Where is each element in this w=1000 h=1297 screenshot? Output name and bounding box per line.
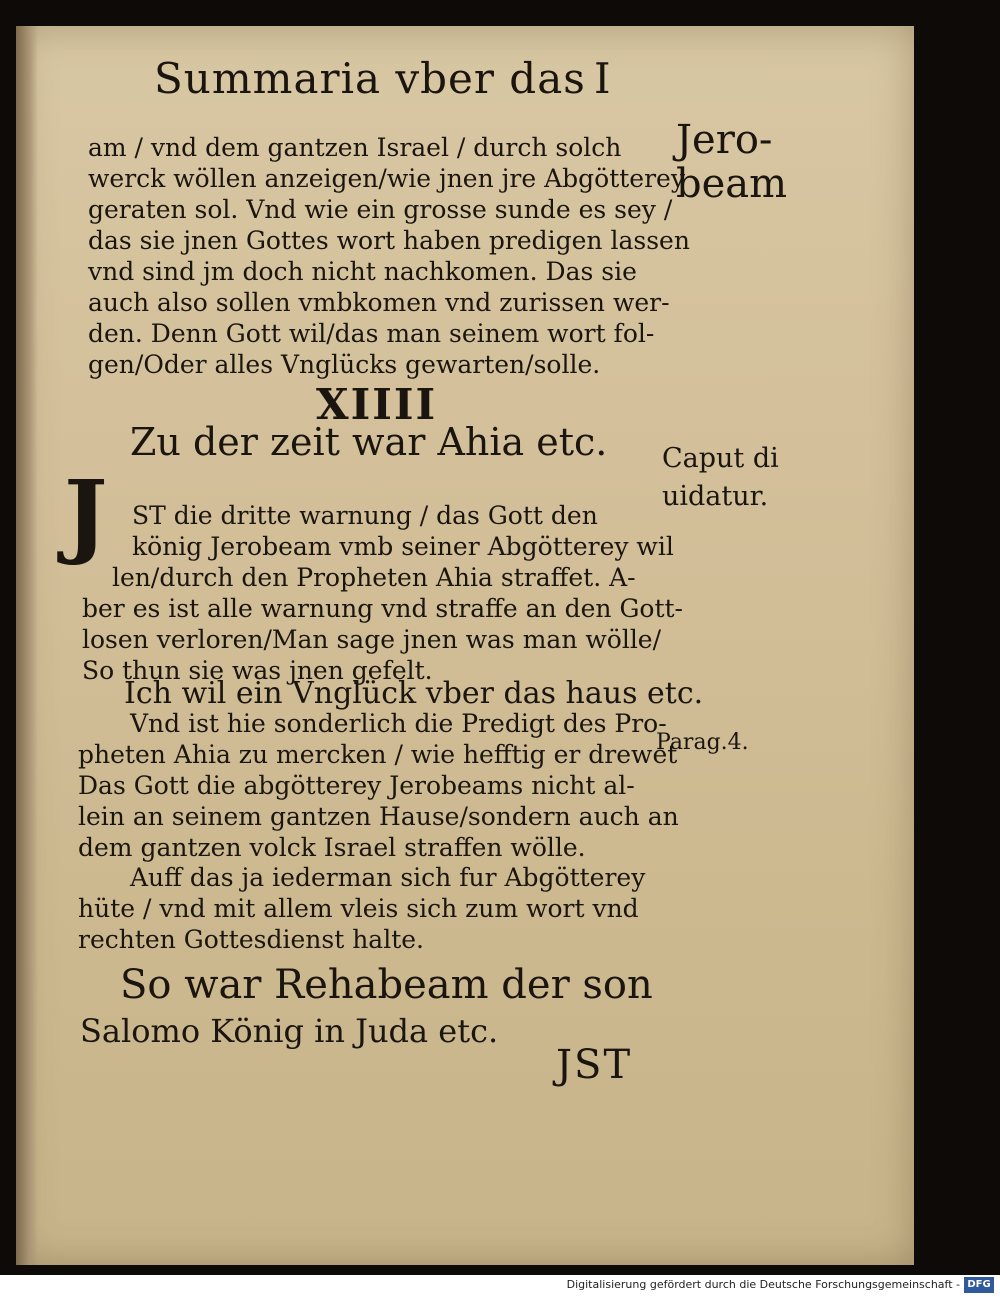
section-heading-rehabeam bbox=[80, 962, 653, 1054]
paragraph-warning bbox=[82, 500, 722, 686]
margin-note-line: uidatur. bbox=[662, 481, 769, 512]
footer-credit: Digitalisierung gefördert durch die Deutsche Forschungsgemeinschaft - bbox=[566, 1278, 960, 1291]
text-line: lein an seinem gantzen Hause/sondern auch an bbox=[78, 802, 679, 831]
text-line: Das Gott die abgötterey Jerobeams nicht al- bbox=[78, 771, 635, 800]
folio-number: I bbox=[594, 54, 612, 103]
text-line: Auff das ja iederman sich fur Abgötterey bbox=[130, 863, 646, 892]
text-line: auch also sollen vmbkomen vnd zurissen wer- bbox=[88, 288, 670, 317]
text-line: len/durch den Propheten Ahia straffet. A- bbox=[112, 563, 636, 592]
sub-heading: Ich wil ein Vnglück vber das haus etc. bbox=[124, 676, 704, 711]
text-line: am / vnd dem gantzen Israel / durch solch bbox=[88, 133, 622, 162]
text-line: rechten Gottesdienst halte. bbox=[78, 925, 424, 954]
margin-note-paralip: Parag.4. bbox=[656, 730, 749, 755]
text-line: den. Denn Gott wil/das man seinem wort fol- bbox=[88, 319, 655, 348]
heading-line: So war Rehabeam der son bbox=[120, 962, 653, 1008]
page-gutter bbox=[16, 26, 38, 1265]
text-line: vnd sind jm doch nicht nachkomen. Das sie bbox=[88, 257, 637, 286]
text-line: ST die dritte warnung / das Gott den bbox=[132, 501, 598, 530]
heading-line: Salomo König in Juda etc. bbox=[80, 1012, 499, 1050]
running-head bbox=[154, 54, 624, 114]
text-line: Vnd ist hie sonderlich die Predigt des Pro- bbox=[130, 709, 667, 738]
text-line: pheten Ahia zu mercken / wie hefftig er drewet bbox=[78, 740, 678, 769]
chapter-title: Zu der zeit war Ahia etc. bbox=[130, 420, 608, 464]
text-line: hüte / vnd mit allem vleis sich zum wort vnd bbox=[78, 894, 639, 923]
text-line: So thun sie was jnen gefelt. bbox=[82, 656, 433, 685]
paragraph-admonition bbox=[78, 862, 718, 955]
text-line: ber es ist alle warnung vnd straffe an den Gott- bbox=[82, 594, 684, 623]
paragraph-prophet bbox=[78, 708, 718, 863]
text-line: gen/Oder alles Vnglücks gewarten/solle. bbox=[88, 350, 601, 379]
footer-bar bbox=[0, 1275, 1000, 1297]
paragraph-summary bbox=[88, 132, 728, 380]
text-line: geraten sol. Vnd wie ein grosse sunde es sey / bbox=[88, 195, 673, 224]
catchword: JST bbox=[556, 1042, 633, 1088]
text-line: das sie jnen Gottes wort haben predigen lassen bbox=[88, 226, 690, 255]
margin-note-line: Caput di bbox=[662, 443, 779, 474]
text-line: könig Jerobeam vmb seiner Abgötterey wil bbox=[132, 532, 674, 561]
drop-capital: J bbox=[64, 460, 108, 568]
text-line: werck wöllen anzeigen/wie jnen jre Abgötterey bbox=[88, 164, 685, 193]
dfg-logo-icon[interactable]: DFG bbox=[964, 1277, 994, 1293]
margin-note-line: beam bbox=[676, 161, 788, 207]
text-line: losen verloren/Man sage jnen was man wölle/ bbox=[82, 625, 662, 654]
chapter-number: XIIII bbox=[316, 380, 438, 429]
margin-note-line: Jero- bbox=[676, 117, 773, 163]
running-head-title: Summaria vber das bbox=[154, 54, 586, 103]
text-line: dem gantzen volck Israel straffen wölle. bbox=[78, 833, 586, 862]
